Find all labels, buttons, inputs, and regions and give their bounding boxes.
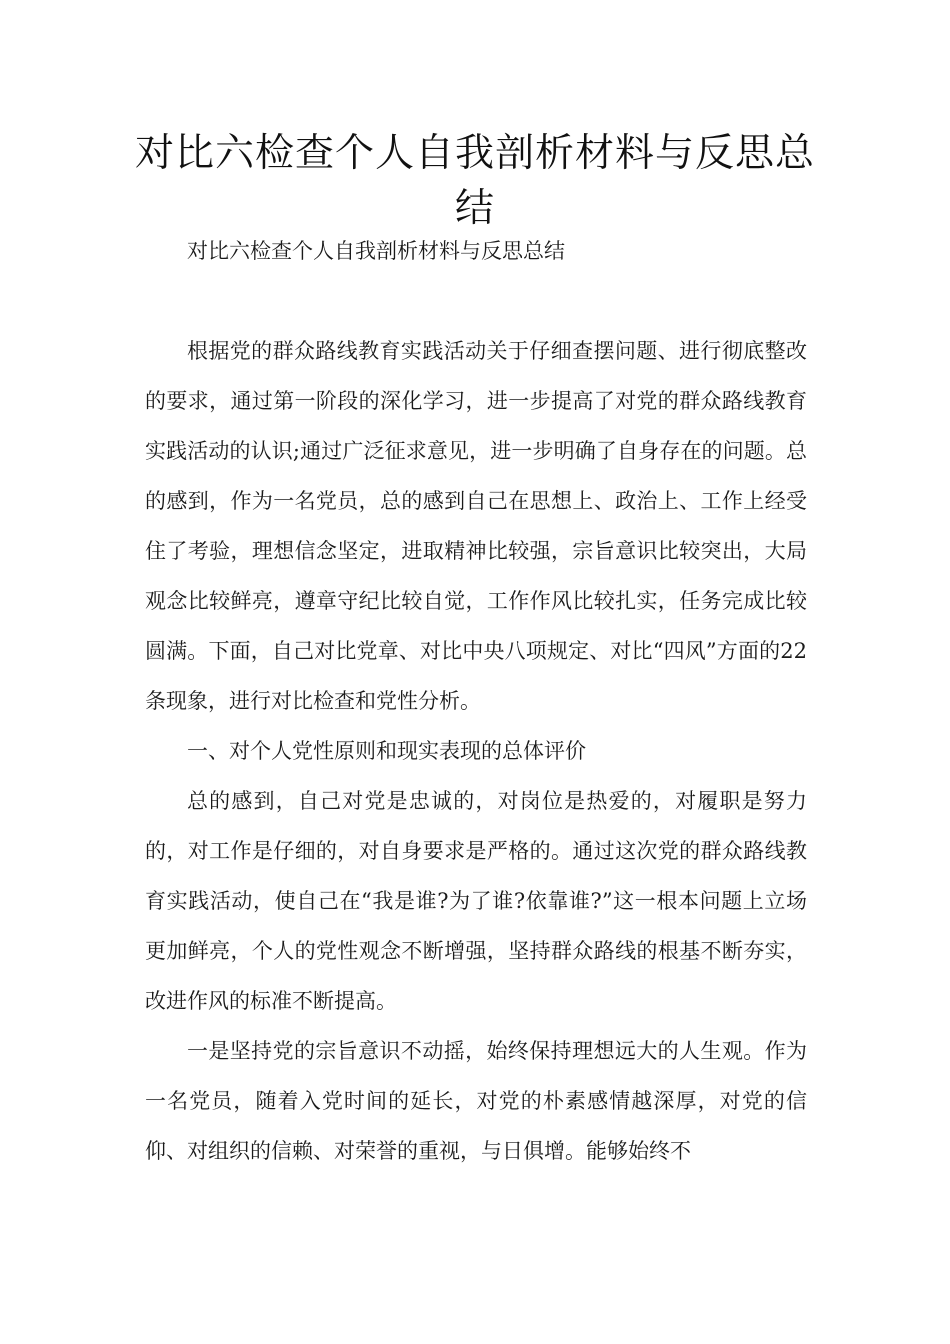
section-heading-1: 一、对个人党性原则和现实表现的总体评价 [187, 739, 586, 763]
paragraph-overall-evaluation: 总的感到，自己对党是忠诚的，对岗位是热爱的，对履职是努力的，对工作是仔细的，对自身要求是严格的。通过这次党的群众路线教育实践活动，使自己在“我是谁?为了谁?依靠谁?”这一根本问题上立场更加鲜亮，个人的党性观念不断增强，坚持群众路线的根基不断夯实，改进作风的标准不断提高。 [145, 789, 807, 1013]
document-body [145, 226, 807, 1176]
document-title: 对比六检查个人自我剖析材料与反思总结 [134, 131, 815, 231]
paragraph-point-one: 一是坚持党的宗旨意识不动摇，始终保持理想远大的人生观。作为一名党员，随着入党时间的延长，对党的朴素感情越深厚，对党的信仰、对组织的信赖、对荣誉的重视，与日俱增。能够始终不 [145, 1039, 807, 1163]
document-subtitle: 对比六检查个人自我剖析材料与反思总结 [187, 239, 565, 263]
paragraph-intro: 根据党的群众路线教育实践活动关于仔细查摆问题、进行彻底整改的要求，通过第一阶段的深化学习，进一步提高了对党的群众路线教育实践活动的认识;通过广泛征求意见，进一步明确了自身存在的问题。总的感到，作为一名党员，总的感到自己在思想上、政治上、工作上经受住了考验，理想信念坚定，进取精神比较强，宗旨意识比较突出，大局观念比较鲜亮，遵章守纪比较自觉，工作作风比较扎实，任务完成比较圆满。下面，自己对比党章、对比中央八项规定、对比“四风”方面的22条现象，进行对比检查和党性分析。 [145, 339, 807, 713]
blank-line [145, 276, 807, 326]
